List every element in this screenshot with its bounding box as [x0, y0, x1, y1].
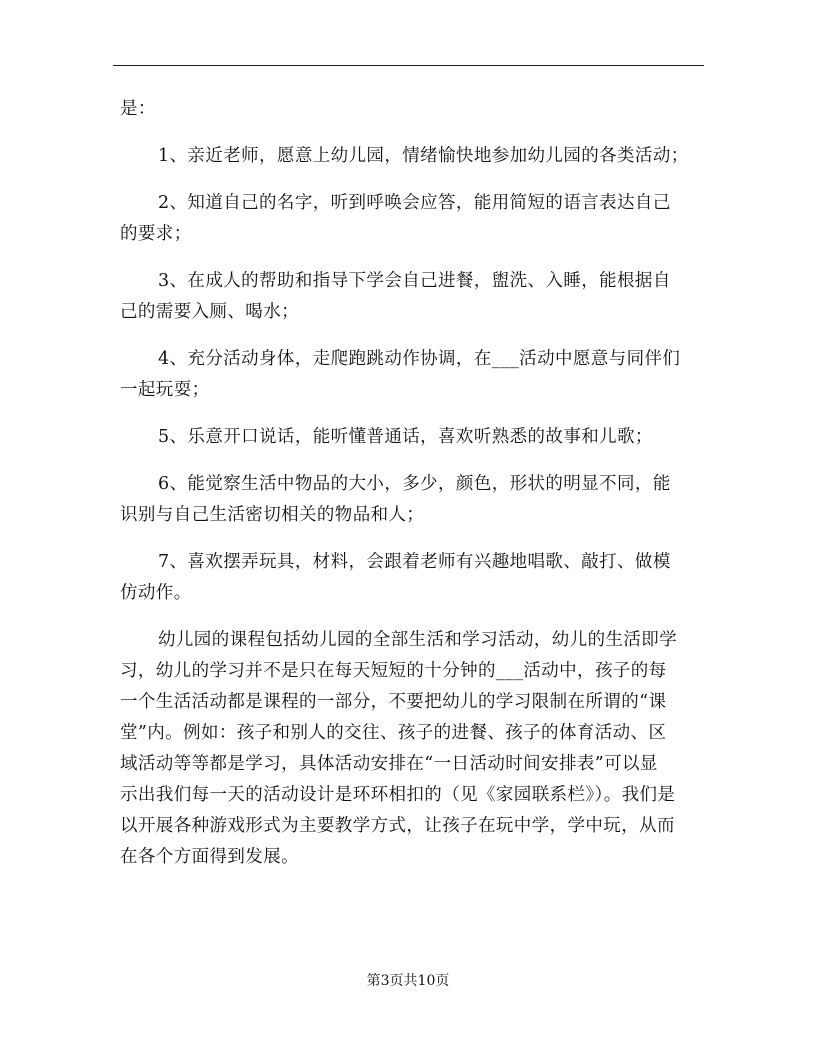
- paragraph-line: 示出我们每一天的活动设计是环环相扣的（见《家园联系栏》）。我们是: [120, 785, 676, 805]
- header-rule: [113, 65, 704, 66]
- paragraph-line: 一个生活活动都是课程的一部分，不要把幼儿的学习限制在所谓的“课: [120, 692, 667, 712]
- paragraph-line: 习，幼儿的学习并不是只在每天短短的十分钟的___活动中，孩子的每: [120, 661, 667, 681]
- list-item-7-cont: 仿动作。: [120, 583, 192, 603]
- paragraph-line: 堂”内。例如：孩子和别人的交往、孩子的进餐、孩子的体育活动、区: [120, 723, 667, 743]
- list-item-2: 2、知道自己的名字，听到呼唤会应答，能用简短的语言表达自己: [158, 193, 671, 213]
- list-item-5: 5、乐意开口说话，能听懂普通话，喜欢听熟悉的故事和儿歌；: [158, 427, 653, 447]
- list-item-7: 7、喜欢摆弄玩具，材料，会跟着老师有兴趣地唱歌、敲打、做模: [158, 552, 671, 572]
- list-item-6: 6、能觉察生活中物品的大小，多少，颜色，形状的明显不同，能: [158, 474, 671, 494]
- list-item-4-cont: 一起玩耍；: [120, 380, 210, 400]
- list-item-4: 4、充分活动身体，走爬跑跳动作协调，在___活动中愿意与同伴们: [158, 349, 681, 369]
- page-number: 第3页共10页: [366, 973, 450, 989]
- paragraph-line: 以开展各种游戏形式为主要教学方式，让孩子在玩中学，学中玩，从而: [120, 816, 675, 836]
- text-line: 是：: [120, 99, 156, 119]
- list-item-6-cont: 识别与自己生活密切相关的物品和人；: [120, 505, 425, 525]
- paragraph-line: 在各个方面得到发展。: [120, 847, 299, 867]
- list-item-2-cont: 的要求；: [120, 224, 192, 244]
- list-item-3-cont: 己的需要入厕、喝水；: [120, 302, 299, 322]
- paragraph-line: 幼儿园的课程包括幼儿园的全部生活和学习活动，幼儿的生活即学: [158, 630, 678, 650]
- list-item-1: 1、亲近老师，愿意上幼儿园，情绪愉快地参加幼儿园的各类活动；: [158, 146, 689, 166]
- document-body: [120, 94, 700, 873]
- list-item-3: 3、在成人的帮助和指导下学会自己进餐，盥洗、入睡，能根据自: [158, 271, 671, 291]
- paragraph-line: 域活动等等都是学习，具体活动安排在“一日活动时间安排表”可以显: [120, 754, 658, 774]
